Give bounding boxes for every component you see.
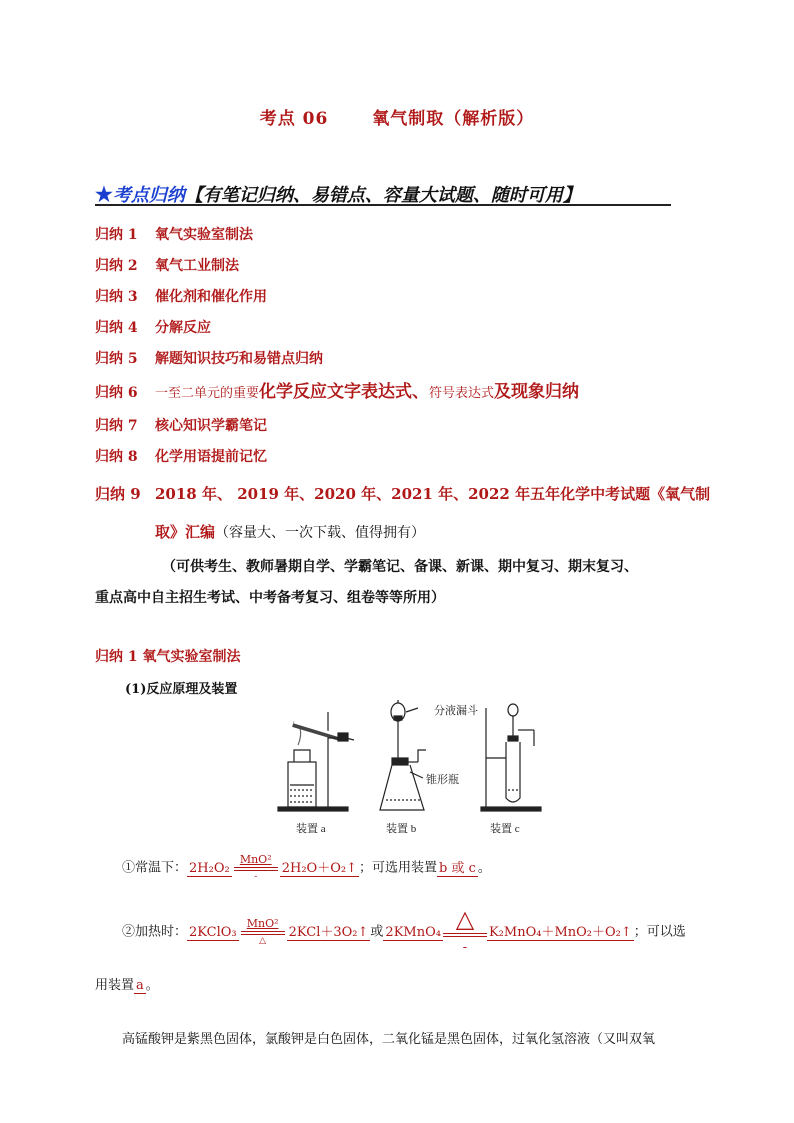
apparatus-figure bbox=[268, 700, 558, 840]
toc-text: 核心知识学霸笔记 bbox=[155, 418, 267, 434]
toc-item-3 bbox=[95, 286, 267, 306]
eq2-reactant-1: 2KClO₃ bbox=[189, 924, 237, 940]
subsection-heading: (1)反应原理及装置 bbox=[125, 682, 238, 697]
eq1-choice: b 或 c bbox=[438, 860, 476, 876]
toc-item-7 bbox=[95, 415, 267, 435]
eq2-product-1: 2KCl＋3O₂↑ bbox=[288, 924, 369, 940]
toc-num: 归纳 7 bbox=[95, 418, 138, 434]
toc-item-6 bbox=[95, 377, 579, 402]
toc-item-9-cont bbox=[155, 521, 425, 542]
eq2-reactant-2: 2KMnO₄ bbox=[385, 924, 441, 940]
toc-num: 归纳 4 bbox=[95, 320, 138, 336]
section-heading: 归纳 1 氧气实验室制法 bbox=[95, 649, 241, 665]
toc-text-b: 取》汇编 bbox=[155, 523, 216, 541]
eq1-catalyst: MnO² bbox=[239, 853, 272, 866]
equation-1 bbox=[122, 854, 491, 882]
eq1-condition bbox=[234, 854, 278, 882]
toc-num: 归纳 6 bbox=[95, 385, 138, 401]
eq2-condition-2 bbox=[443, 906, 487, 958]
eq2-condition-1 bbox=[241, 918, 285, 946]
usage-line-1: （可供考生、教师暑期自学、学霸笔记、备课、新课、期中复习、期末复习、 bbox=[162, 559, 638, 575]
banner-text: 【有笔记归纳、易错点、容量大试题、随时可用】 bbox=[184, 185, 581, 206]
toc-num: 归纳 3 bbox=[95, 289, 138, 305]
eq2-heat: △ bbox=[259, 936, 267, 946]
caption-b: 装置 b bbox=[386, 823, 417, 835]
eq1-reactant: 2H₂O₂ bbox=[189, 860, 230, 876]
toc-item-4 bbox=[95, 317, 211, 337]
toc-text-c: 符号表达式 bbox=[429, 386, 495, 401]
eq2-tail: ；可以选 bbox=[633, 924, 686, 940]
usage-line-2: 重点高中自主招生考试、中考备考复习、组卷等等所用） bbox=[95, 590, 445, 606]
eq1-end: 。 bbox=[477, 860, 491, 876]
banner-keyword: 考点归纳 bbox=[112, 185, 185, 206]
toc-text-d: 及现象归纳 bbox=[494, 382, 580, 402]
equation-2 bbox=[122, 906, 686, 958]
eq2-lead: ②加热时： bbox=[122, 924, 188, 940]
toc-text-c: （容量大、一次下载、值得拥有） bbox=[215, 525, 426, 541]
toc-num: 归纳 8 bbox=[95, 449, 138, 465]
caption-a: 装置 a bbox=[296, 823, 326, 835]
toc-item-5 bbox=[95, 348, 323, 368]
equation-2-cont bbox=[95, 974, 159, 993]
toc-text: 化学用语提前记忆 bbox=[155, 449, 267, 465]
toc-item-1 bbox=[95, 224, 253, 244]
eq2b-end: 。 bbox=[145, 978, 159, 993]
banner-underline bbox=[95, 204, 671, 206]
toc-num: 归纳 2 bbox=[95, 258, 138, 274]
eq2-tri-below: - bbox=[462, 940, 468, 955]
eq1-mid: ；可选用装置 bbox=[358, 860, 437, 876]
title-prefix: 考点 06 bbox=[259, 109, 329, 129]
body-paragraph: 高锰酸钾是紫黑色固体，氯酸钾是白色固体，二氧化锰是黑色固体，过氧化氢溶液（又叫双氧 bbox=[122, 1032, 656, 1047]
toc-num: 归纳 5 bbox=[95, 351, 138, 367]
toc-item-9 bbox=[95, 483, 710, 504]
caption-c: 装置 c bbox=[490, 823, 520, 835]
toc-num: 归纳 9 bbox=[95, 485, 141, 503]
toc-item-8 bbox=[95, 446, 267, 466]
toc-text-a: 2018 年、 2019 年、2020 年、2021 年、2022 年五年化学中考试题《氧气制 bbox=[155, 485, 711, 503]
eq1-product: 2H₂O＋O₂↑ bbox=[281, 860, 357, 876]
toc-item-2 bbox=[95, 255, 239, 275]
toc-text: 分解反应 bbox=[155, 320, 211, 336]
title-main: 氧气制取（解析版） bbox=[372, 109, 535, 129]
eq1-below: - bbox=[254, 872, 258, 882]
star-icon: ★ bbox=[95, 182, 113, 206]
eq2-product-2: K₂MnO₄＋MnO₂＋O₂↑ bbox=[488, 924, 632, 940]
toc-text-a: 一至二单元的重要 bbox=[155, 386, 260, 401]
heat-triangle-icon: △ bbox=[455, 905, 475, 933]
label-flask: 锥形瓶 bbox=[426, 774, 459, 786]
toc-text: 氧气实验室制法 bbox=[155, 227, 253, 243]
eq2b-lead: 用装置 bbox=[95, 978, 135, 993]
eq2-or: 或 bbox=[370, 924, 384, 940]
toc-text: 解题知识技巧和易错点归纳 bbox=[155, 351, 323, 367]
toc-num: 归纳 1 bbox=[95, 227, 138, 243]
eq2-catalyst: MnO² bbox=[246, 917, 279, 930]
page-title bbox=[0, 104, 794, 129]
eq2b-choice: a bbox=[136, 978, 144, 993]
eq1-lead: ①常温下： bbox=[122, 860, 188, 876]
toc-text: 氧气工业制法 bbox=[155, 258, 239, 274]
toc-text-b: 化学反应文字表达式、 bbox=[259, 382, 430, 402]
toc-text: 催化剂和催化作用 bbox=[155, 289, 267, 305]
label-funnel: 分液漏斗 bbox=[434, 705, 478, 717]
